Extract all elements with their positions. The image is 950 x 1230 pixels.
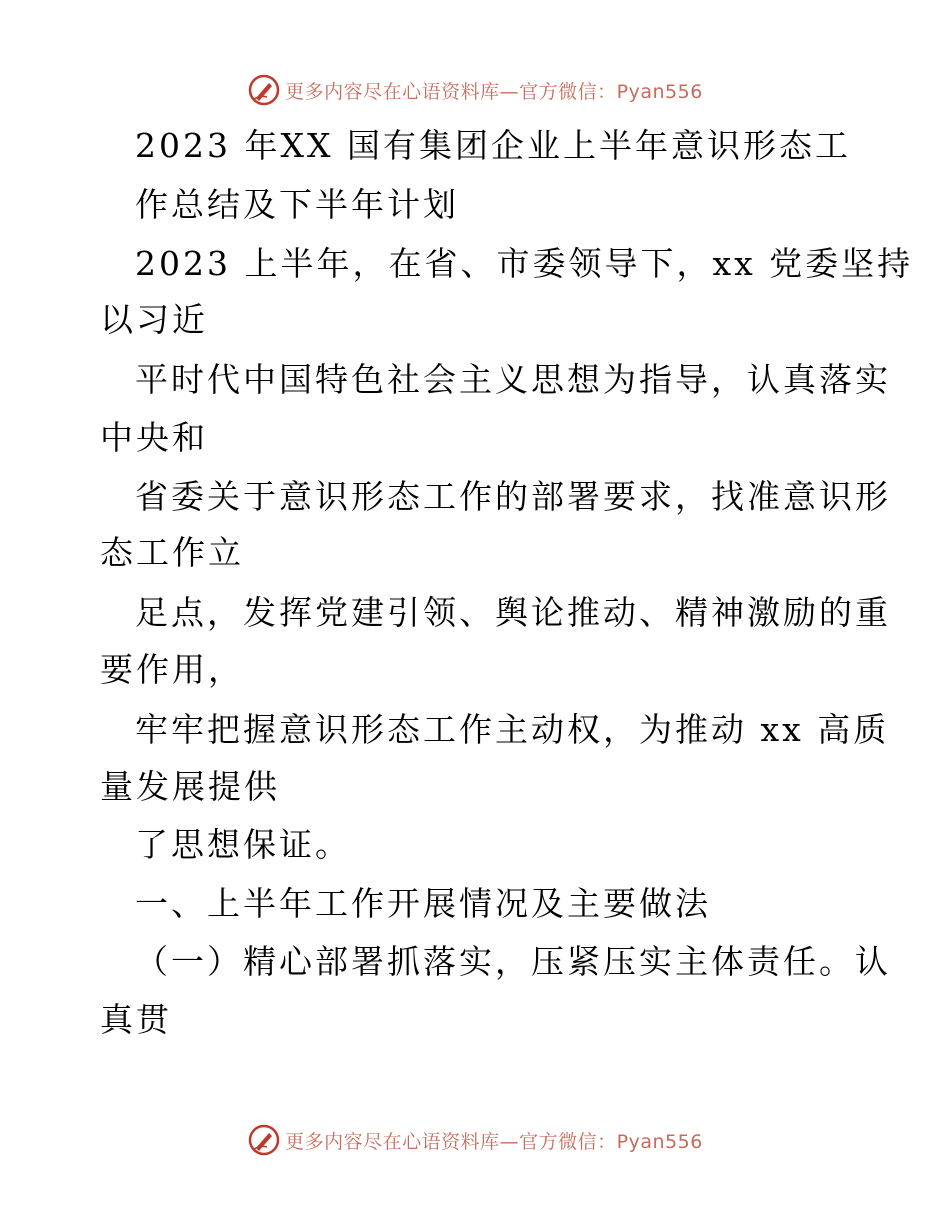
- paragraph-line: 以习近: [100, 300, 208, 339]
- paragraph-line: 足点，发挥党建引领、舆论推动、精神激励的重: [135, 593, 891, 632]
- paragraph-line: 量发展提供: [100, 767, 280, 806]
- subsection-heading: （一）精心部署抓落实，压紧压实主体责任。认: [135, 942, 891, 981]
- watermark-text: 更多内容尽在心语资料库—官方微信：Pyan556: [285, 1130, 703, 1153]
- paragraph-line: 要作用，: [100, 650, 244, 689]
- pen-logo-icon: [247, 1123, 281, 1157]
- paragraph-line: 省委关于意识形态工作的部署要求，找准意识形: [135, 477, 891, 516]
- title-line: 作总结及下半年计划: [135, 185, 459, 224]
- header-watermark: [0, 70, 950, 110]
- paragraph-line: 态工作立: [100, 533, 244, 572]
- title-line: 2023 年XX 国有集团企业上半年意识形态工: [135, 126, 851, 165]
- paragraph-line: 真贯: [100, 1000, 172, 1039]
- paragraph-line: 了思想保证。: [135, 825, 351, 864]
- watermark-text: 更多内容尽在心语资料库—官方微信：Pyan556: [285, 80, 703, 103]
- paragraph-line: 牢牢把握意识形态工作主动权，为推动 xx 高质: [135, 710, 890, 749]
- paragraph-line: 平时代中国特色社会主义思想为指导，认真落实: [135, 360, 891, 399]
- paragraph-line: 2023 上半年，在省、市委领导下，xx 党委坚持: [135, 244, 914, 283]
- footer-watermark: [0, 1120, 950, 1160]
- pen-logo-icon: [247, 73, 281, 107]
- section-heading: 一、上半年工作开展情况及主要做法: [135, 884, 711, 923]
- paragraph-line: 中央和: [100, 418, 208, 457]
